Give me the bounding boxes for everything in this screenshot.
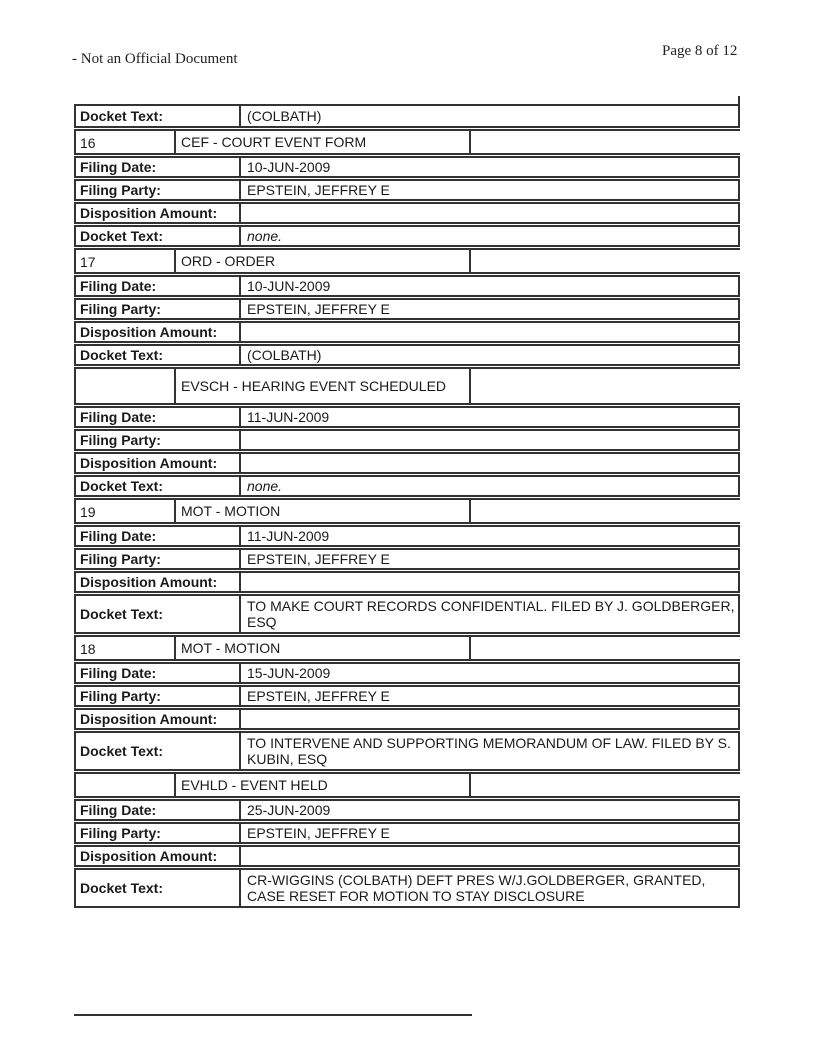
disposition-amount-value — [244, 454, 738, 472]
docket-text-value: CR-WIGGINS (COLBATH) DEFT PRES W/J.GOLDBERGER, GRANTED, CASE RESET FOR MOTION TO STAY DISCLOSURE — [247, 872, 706, 904]
entry-number: 19 — [80, 504, 96, 520]
filing-date-row — [74, 275, 740, 297]
filing-party-value — [244, 431, 738, 449]
docket-entry-header — [74, 772, 740, 798]
filing-party-value: EPSTEIN, JEFFREY E — [247, 301, 390, 317]
docket-text-label: Docket Text: — [76, 346, 241, 364]
entry-number: 17 — [80, 254, 96, 270]
disposition-amount-label: Disposition Amount: — [76, 454, 241, 472]
docket-text-label: Docket Text: — [76, 227, 241, 245]
entry-type: MOT - MOTION — [174, 635, 471, 661]
filing-party-row — [74, 548, 740, 570]
disposition-amount-row — [74, 452, 740, 474]
disposition-amount-label: Disposition Amount: — [76, 573, 241, 591]
filing-date-value: 15-JUN-2009 — [247, 665, 331, 681]
docket-entry-header — [74, 498, 740, 524]
disposition-amount-label: Disposition Amount: — [76, 204, 241, 222]
filing-date-label: Filing Date: — [76, 408, 241, 426]
filing-party-label: Filing Party: — [76, 300, 241, 318]
page-bottom-rule — [74, 1014, 472, 1016]
filing-party-value: EPSTEIN, JEFFREY E — [247, 182, 390, 198]
disposition-amount-row — [74, 708, 740, 730]
filing-party-label: Filing Party: — [76, 687, 241, 705]
disposition-amount-value — [244, 204, 738, 222]
disposition-amount-label: Disposition Amount: — [76, 847, 241, 865]
disposition-amount-row — [74, 571, 740, 593]
entry-type: MOT - MOTION — [174, 498, 471, 524]
filing-party-row — [74, 822, 740, 844]
filing-date-label: Filing Date: — [76, 664, 241, 682]
filing-date-row — [74, 799, 740, 821]
docket-text-row — [74, 731, 740, 771]
docket-text-label: Docket Text: — [76, 733, 241, 769]
disposition-amount-value — [244, 323, 738, 341]
disposition-amount-label: Disposition Amount: — [76, 323, 241, 341]
docket-entry-header — [74, 248, 740, 274]
docket-text-row — [74, 344, 740, 366]
filing-party-value: EPSTEIN, JEFFREY E — [247, 551, 390, 567]
disposition-amount-value — [244, 710, 738, 728]
docket-text-value: (COLBATH) — [247, 108, 322, 124]
entry-number: 16 — [80, 135, 96, 151]
docket-text-label: Docket Text: — [76, 477, 241, 495]
filing-date-label: Filing Date: — [76, 527, 241, 545]
entry-type: EVSCH - HEARING EVENT SCHEDULED — [174, 367, 471, 405]
filing-party-label: Filing Party: — [76, 181, 241, 199]
filing-date-row — [74, 406, 740, 428]
disposition-amount-row — [74, 845, 740, 867]
disposition-amount-value — [244, 847, 738, 865]
docket-text-row — [74, 104, 740, 128]
filing-date-row — [74, 525, 740, 547]
docket-text-row — [74, 225, 740, 247]
docket-text-value: none. — [247, 228, 283, 244]
page-number: Page 8 of 12 — [662, 43, 738, 59]
docket-text-value: TO MAKE COURT RECORDS CONFIDENTIAL. FILED BY J. GOLDBERGER, ESQ — [247, 598, 735, 630]
disposition-amount-label: Disposition Amount: — [76, 710, 241, 728]
filing-date-value: 25-JUN-2009 — [247, 802, 331, 818]
docket-text-value: TO INTERVENE AND SUPPORTING MEMORANDUM OF LAW. FILED BY S. KUBIN, ESQ — [247, 735, 731, 767]
disposition-amount-row — [74, 321, 740, 343]
filing-date-label: Filing Date: — [76, 158, 241, 176]
filing-date-label: Filing Date: — [76, 801, 241, 819]
header-disclaimer: - Not an Official Document — [72, 51, 238, 67]
entry-number: 18 — [80, 641, 96, 657]
entry-number — [76, 774, 174, 796]
docket-text-label: Docket Text: — [76, 870, 241, 906]
docket-table — [74, 104, 740, 909]
filing-party-value: EPSTEIN, JEFFREY E — [247, 688, 390, 704]
filing-party-label: Filing Party: — [76, 824, 241, 842]
entry-type: EVHLD - EVENT HELD — [174, 772, 471, 798]
disposition-amount-value — [244, 573, 738, 591]
docket-entry-header — [74, 129, 740, 155]
entry-type: ORD - ORDER — [174, 248, 471, 274]
entry-number — [76, 369, 174, 403]
filing-date-row — [74, 156, 740, 178]
docket-text-label: Docket Text: — [76, 106, 241, 126]
filing-date-value: 10-JUN-2009 — [247, 159, 331, 175]
filing-party-row — [74, 429, 740, 451]
filing-date-value: 11-JUN-2009 — [247, 409, 330, 425]
filing-party-label: Filing Party: — [76, 550, 241, 568]
docket-entry-header — [74, 367, 740, 405]
docket-entry-header — [74, 635, 740, 661]
filing-party-row — [74, 685, 740, 707]
docket-text-value: none. — [247, 478, 283, 494]
filing-party-row — [74, 179, 740, 201]
filing-date-value: 10-JUN-2009 — [247, 278, 331, 294]
filing-party-label: Filing Party: — [76, 431, 241, 449]
disposition-amount-row — [74, 202, 740, 224]
entry-type: CEF - COURT EVENT FORM — [174, 129, 471, 155]
docket-text-row — [74, 475, 740, 497]
docket-text-row — [74, 868, 740, 908]
filing-date-value: 11-JUN-2009 — [247, 528, 330, 544]
filing-party-value: EPSTEIN, JEFFREY E — [247, 825, 390, 841]
docket-text-label: Docket Text: — [76, 596, 241, 632]
docket-text-row — [74, 594, 740, 634]
filing-date-row — [74, 662, 740, 684]
filing-party-row — [74, 298, 740, 320]
filing-date-label: Filing Date: — [76, 277, 241, 295]
docket-text-value: (COLBATH) — [247, 347, 322, 363]
